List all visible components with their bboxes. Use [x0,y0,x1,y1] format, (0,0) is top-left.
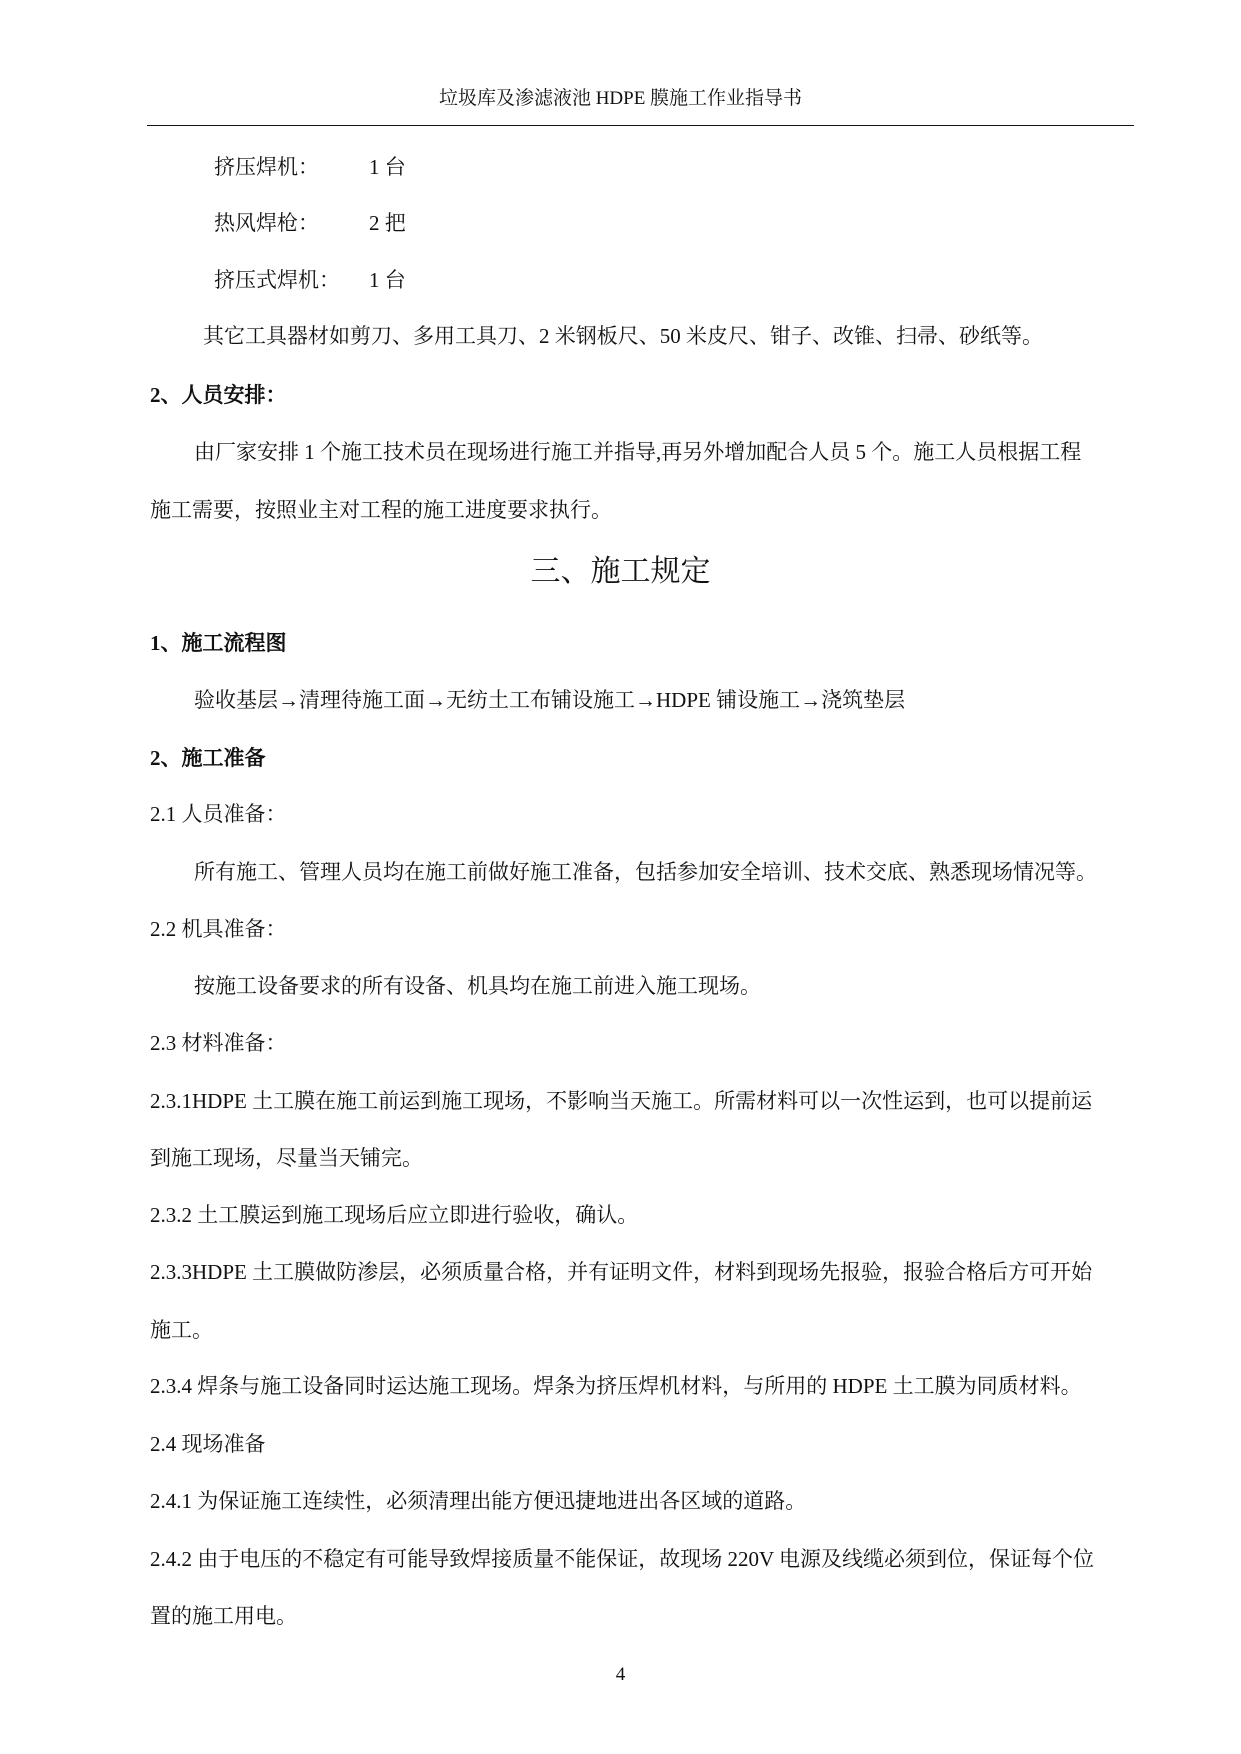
equipment-name: 热风焊枪： [214,211,319,235]
section-title: 三、施工规定 [530,555,711,588]
equipment-qty: 1 台 [369,268,406,292]
subsection-label: 2.4 现场准备 [150,1432,266,1456]
paragraph-line: 置的施工用电。 [150,1604,297,1628]
tools-note: 其它工具器材如剪刀、多用工具刀、2 米钢板尺、50 米皮尺、钳子、改锥、扫帚、砂纸等。 [203,324,1043,348]
header-divider [147,125,1134,126]
paragraph-line: 施工。 [150,1318,213,1342]
paragraph-line: 施工需要，按照业主对工程的施工进度要求执行。 [150,498,612,522]
paragraph-line: 2.3.3HDPE 土工膜做防渗层，必须质量合格，并有证明文件，材料到现场先报验，报验合格后方可开始 [150,1260,1093,1284]
paragraph-line: 2.3.4 焊条与施工设备同时运达施工现场。焊条为挤压焊机材料，与所用的 HDPE 土工膜为同质材料。 [150,1374,1082,1398]
personnel-heading: 2、人员安排： [150,383,287,407]
flow-heading: 1、施工流程图 [150,631,287,655]
equipment-qty: 1 台 [369,155,406,179]
subsection-label: 2.2 机具准备： [150,917,287,941]
paragraph-line: 到施工现场，尽量当天铺完。 [150,1146,423,1170]
paragraph-line: 2.3.1HDPE 土工膜在施工前运到施工现场，不影响当天施工。所需材料可以一次性运到，也可以提前运 [150,1089,1093,1113]
subsection-label: 2.1 人员准备： [150,802,287,826]
paragraph-line: 由厂家安排 1 个施工技术员在现场进行施工并指导,再另外增加配合人员 5 个。施工人员根据工程 [194,440,1082,464]
equipment-name: 挤压式焊机： [214,268,340,292]
paragraph-line: 2.3.2 土工膜运到施工现场后应立即进行验收，确认。 [150,1203,639,1227]
equipment-qty: 2 把 [369,211,406,235]
page-number: 4 [615,1664,626,1685]
running-header: 垃圾库及渗滤液池 HDPE 膜施工作业指导书 [438,88,803,109]
paragraph-line: 所有施工、管理人员均在施工前做好施工准备，包括参加安全培训、技术交底、熟悉现场情况等。 [194,860,1097,884]
paragraph-line: 按施工设备要求的所有设备、机具均在施工前进入施工现场。 [194,974,761,998]
prep-heading: 2、施工准备 [150,746,266,770]
equipment-name: 挤压焊机： [214,155,319,179]
flow-text: 验收基层→清理待施工面→无纺土工布铺设施工→HDPE 铺设施工→浇筑垫层 [194,688,906,712]
subsection-label: 2.3 材料准备： [150,1031,287,1055]
paragraph-line: 2.4.2 由于电压的不稳定有可能导致焊接质量不能保证，故现场 220V 电源及线缆必须到位，保证每个位 [150,1547,1095,1571]
paragraph-line: 2.4.1 为保证施工连续性，必须清理出能方便迅捷地进出各区域的道路。 [150,1489,807,1513]
